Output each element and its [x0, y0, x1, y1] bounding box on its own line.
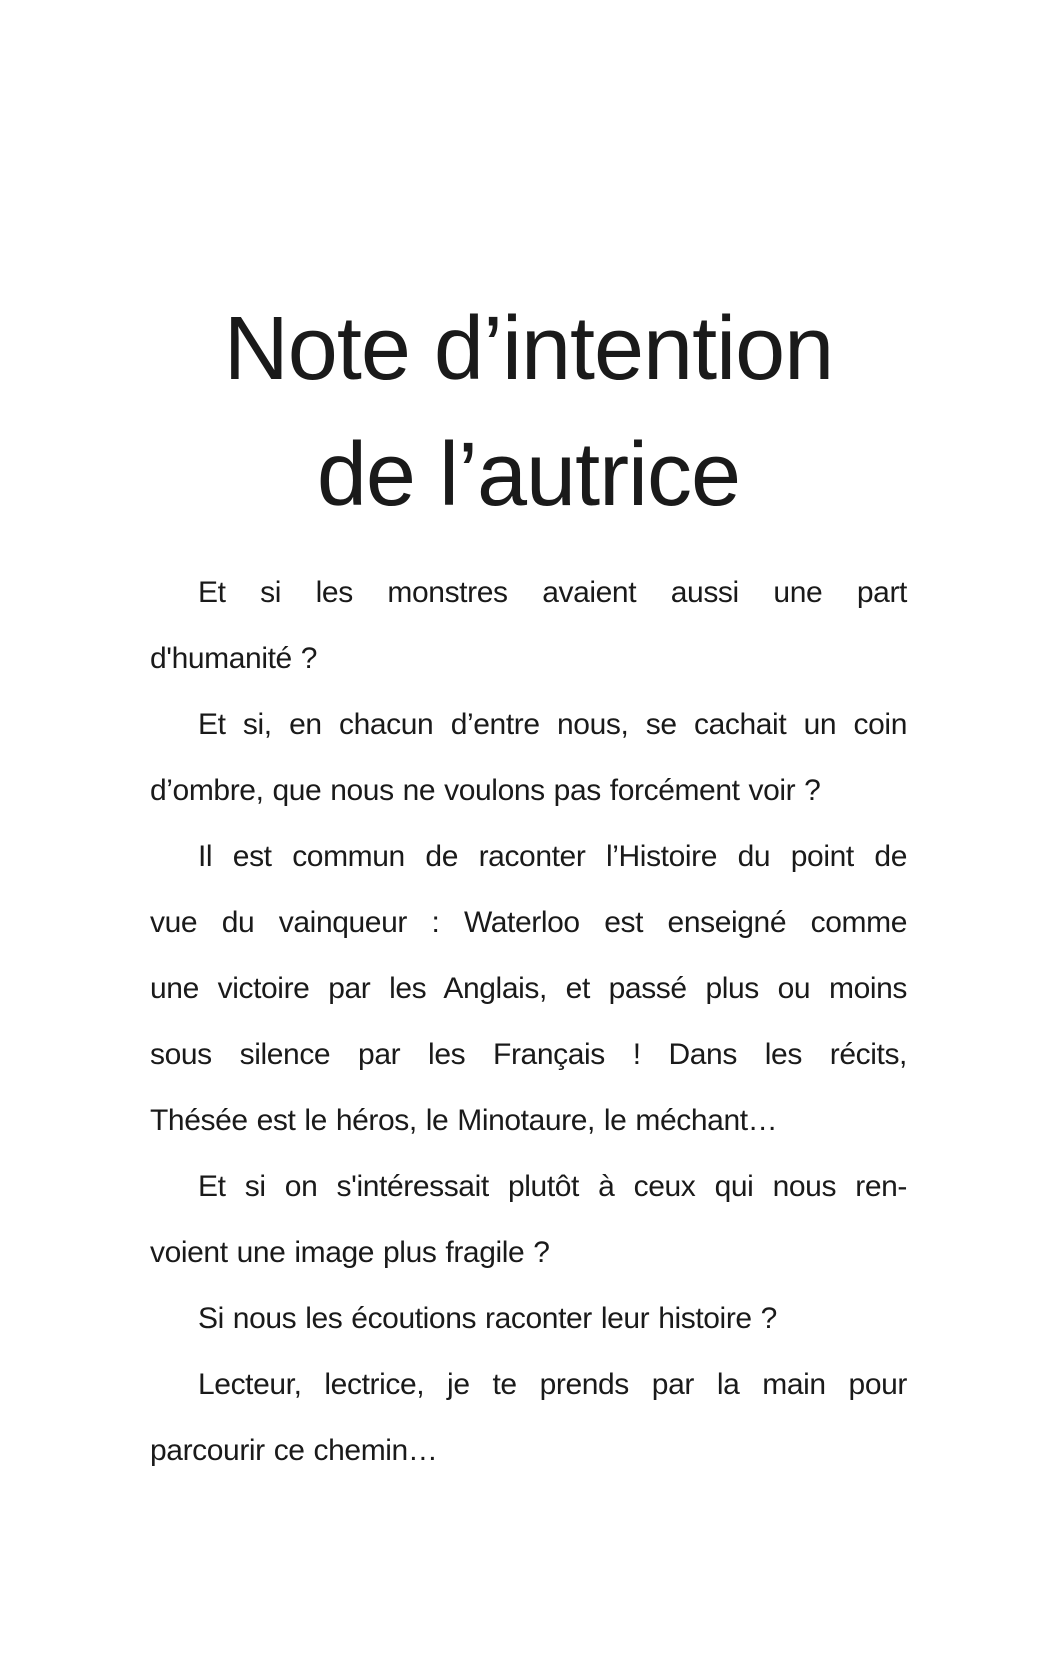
paragraph-line: d'humanité ? [150, 642, 318, 675]
paragraph-line: sous silence par les Français ! Dans les récits, [150, 1038, 907, 1071]
paragraph-line: voient une image plus fragile ? [150, 1236, 550, 1269]
paragraph-line: Thésée est le héros, le Minotaure, le méchant… [150, 1104, 778, 1137]
page-title-line-1: Note d’intention [223, 299, 834, 399]
paragraph-line: Il est commun de raconter l’Histoire du point de [198, 840, 907, 873]
page-title [150, 0, 907, 538]
page-title-line-2: de l’autrice [316, 425, 741, 525]
paragraph [150, 560, 907, 692]
paragraph [150, 692, 907, 824]
paragraph [150, 1286, 907, 1352]
paragraph-line: une victoire par les Anglais, et passé plus ou moins [150, 972, 907, 1005]
paragraph-line: vue du vainqueur : Waterloo est enseigné comme [150, 906, 907, 939]
paragraph-line: Et si on s'intéressait plutôt à ceux qui nous ren- [198, 1170, 907, 1203]
paragraph [150, 1154, 907, 1286]
page-content [150, 0, 907, 1484]
paragraph-line: d’ombre, que nous ne voulons pas forcément voir ? [150, 774, 821, 807]
paragraph-line: Si nous les écoutions raconter leur histoire ? [198, 1302, 777, 1335]
paragraph [150, 1352, 907, 1484]
paragraph-line: Et si les monstres avaient aussi une part [198, 576, 907, 609]
paragraph [150, 824, 907, 1154]
body-text [150, 560, 907, 1484]
paragraph-line: Et si, en chacun d’entre nous, se cachait un coin [198, 708, 907, 741]
paragraph-line: parcourir ce chemin… [150, 1434, 438, 1467]
paragraph-line: Lecteur, lectrice, je te prends par la main pour [198, 1368, 907, 1401]
